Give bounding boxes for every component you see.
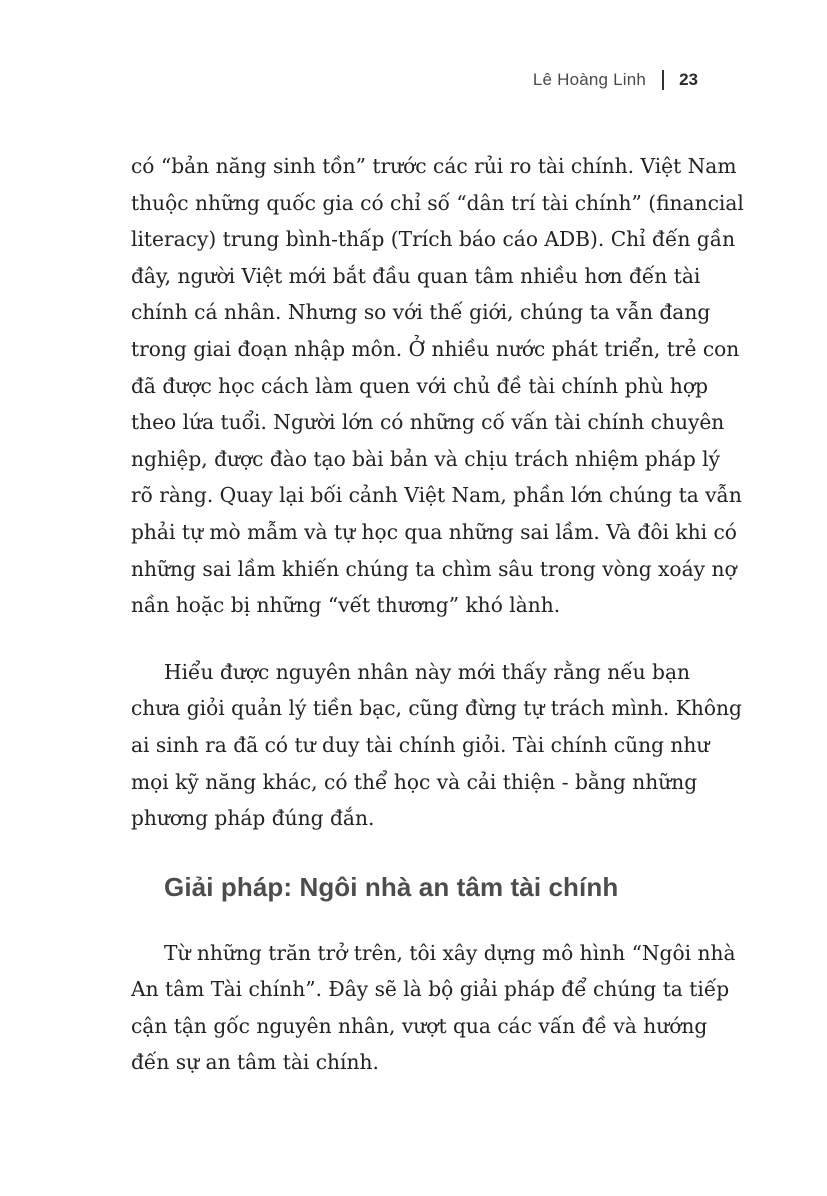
author-name: Lê Hoàng Linh <box>532 70 647 89</box>
text-line: phương pháp đúng đắn. <box>131 806 375 831</box>
text-line: Hiểu được nguyên nhân này mới thấy rằng nếu bạn <box>164 659 691 684</box>
section-heading: Giải pháp: Ngôi nhà an tâm tài chính <box>164 871 619 902</box>
text-line: đây, người Việt mới bắt đầu quan tâm nhiều hơn đến tài <box>131 263 701 288</box>
text-line: chính cá nhân. Nhưng so với thế giới, chúng ta vẫn đang <box>131 300 711 325</box>
text-line: An tâm Tài chính”. Đây sẽ là bộ giải pháp để chúng ta tiếp <box>131 977 730 1002</box>
paragraph-2 <box>131 654 742 837</box>
text-line: thuộc những quốc gia có chỉ số “dân trí tài chính” (financial <box>131 190 744 215</box>
text-line: có “bản năng sinh tồn” trước các rủi ro tài chính. Việt Nam <box>131 154 737 178</box>
text-line: những sai lầm khiến chúng ta chìm sâu trong vòng xoáy nợ <box>131 556 737 581</box>
header-separator <box>662 70 664 90</box>
text-line: đến sự an tâm tài chính. <box>131 1050 379 1075</box>
text-line: rõ ràng. Quay lại bối cảnh Việt Nam, phần lớn chúng ta vẫn <box>131 483 742 508</box>
text-line: Từ những trăn trở trên, tôi xây dựng mô hình “Ngôi nhà <box>164 940 736 965</box>
text-line: cận tận gốc nguyên nhân, vượt qua các vấn đề và hướng <box>131 1013 708 1038</box>
text-line: phải tự mò mẫm và tự học qua những sai lầm. Và đôi khi có <box>131 519 737 544</box>
paragraph-3 <box>131 935 736 1081</box>
text-line: ai sinh ra đã có tư duy tài chính giỏi. Tài chính cũng như <box>131 732 710 757</box>
text-line: trong giai đoạn nhập môn. Ở nhiều nước phát triển, trẻ con <box>131 336 740 361</box>
text-line: đã được học cách làm quen với chủ đề tài chính phù hợp <box>131 373 709 398</box>
running-header <box>533 70 698 90</box>
paragraph-1 <box>131 148 744 624</box>
text-line: theo lứa tuổi. Người lớn có những cố vấn tài chính chuyên <box>131 410 725 435</box>
paragraph-gap <box>131 905 699 935</box>
paragraph-gap <box>131 624 699 654</box>
text-line: chưa giỏi quản lý tiền bạc, cũng đừng tự trách mình. Không <box>131 696 742 721</box>
text-line: mọi kỹ năng khác, có thể học và cải thiện - bằng những <box>131 769 698 794</box>
text-line: nần hoặc bị những “vết thương” khó lành. <box>131 593 561 618</box>
text-line: nghiệp, được đào tạo bài bản và chịu trách nhiệm pháp lý <box>131 446 721 471</box>
text-line: literacy) trung bình-thấp (Trích báo cáo ADB). Chỉ đến gần <box>131 227 736 252</box>
paragraph-gap <box>131 837 699 869</box>
page-number: 23 <box>679 70 698 89</box>
page-body <box>131 148 744 1081</box>
